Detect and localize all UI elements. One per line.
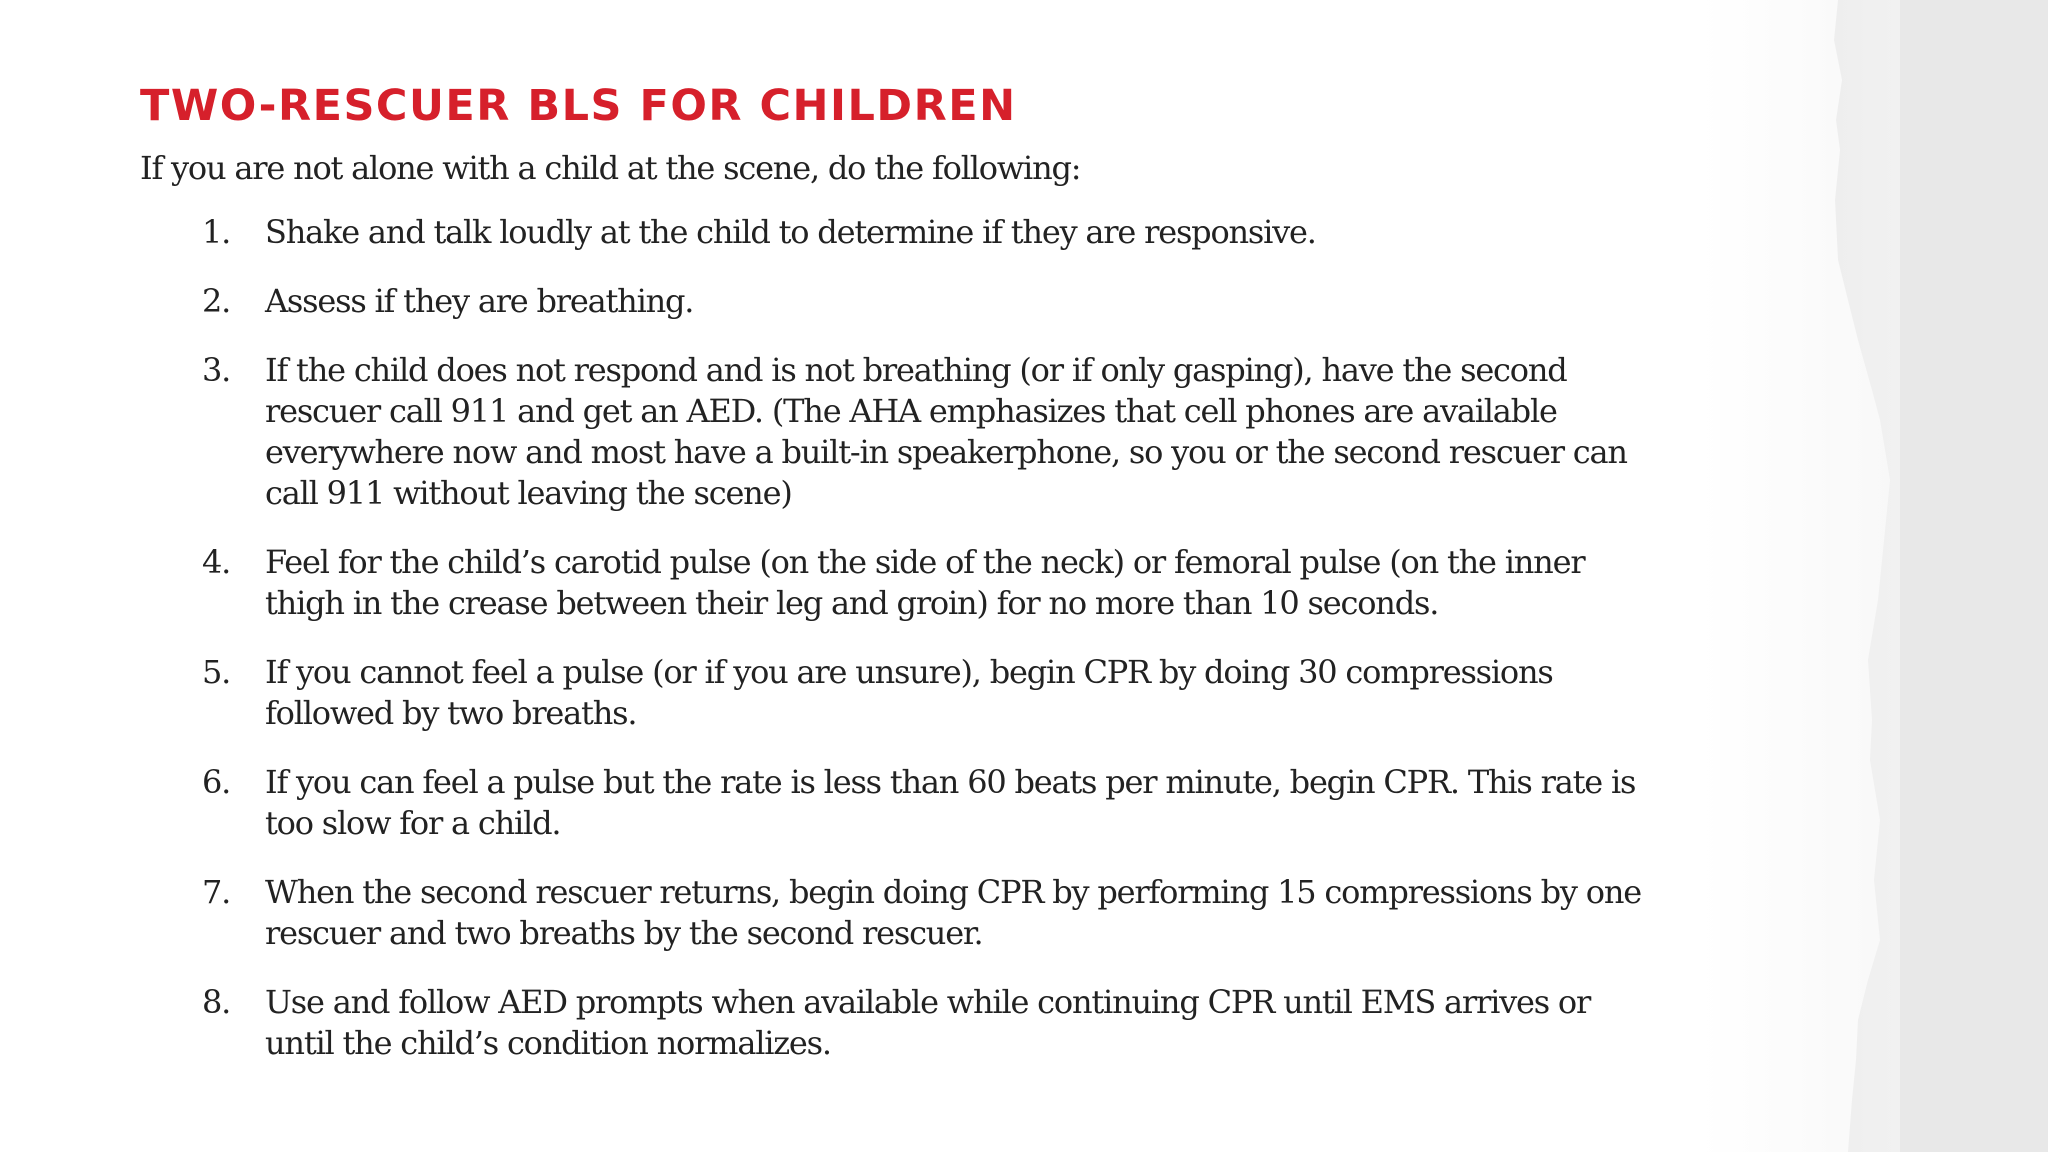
step-number: 5. [202,653,231,691]
list-item-step-3 [140,350,1660,514]
step-number: 1. [202,213,231,251]
step-text: If the child does not respond and is not breathing (or if only gasping), have the second rescuer call 911 and get an AED. (The AHA emphasizes that cell phones are available everywhere now and most have a built-in speakerphone, so you or the second rescuer can call 911 without leaving the scene) [265,351,1627,512]
step-number: 6. [202,763,231,801]
step-text: Shake and talk loudly at the child to determine if they are responsive. [265,213,1316,251]
list-item-step-5 [140,652,1660,734]
document-content [140,78,1660,1092]
step-text: When the second rescuer returns, begin doing CPR by performing 15 compressions by one rescuer and two breaths by the second rescuer. [265,873,1641,952]
step-text: Assess if they are breathing. [265,282,694,320]
list-item-step-4 [140,542,1660,624]
step-number: 8. [202,983,231,1021]
step-number: 3. [202,351,231,389]
step-number: 4. [202,543,231,581]
list-item-step-2 [140,281,1660,322]
list-item-step-7 [140,872,1660,954]
step-text: If you can feel a pulse but the rate is less than 60 beats per minute, begin CPR. This rate is too slow for a child. [265,763,1636,842]
step-text: Feel for the child’s carotid pulse (on the side of the neck) or femoral pulse (on the inner thigh in the crease between their leg and groin) for no more than 10 seconds. [265,543,1585,622]
list-item-step-6 [140,762,1660,844]
intro-text: If you are not alone with a child at the scene, do the following: [140,149,1081,187]
steps-list [140,212,1660,1064]
step-number: 2. [202,282,231,320]
page-title: TWO-RESCUER BLS FOR CHILDREN [140,81,1017,131]
list-item-step-1 [140,212,1660,253]
step-text: If you cannot feel a pulse (or if you are unsure), begin CPR by doing 30 compressions followed by two breaths. [265,653,1553,732]
list-item-step-8 [140,982,1660,1064]
step-text: Use and follow AED prompts when available while continuing CPR until EMS arrives or until the child’s condition normalizes. [265,983,1591,1062]
step-number: 7. [202,873,231,911]
